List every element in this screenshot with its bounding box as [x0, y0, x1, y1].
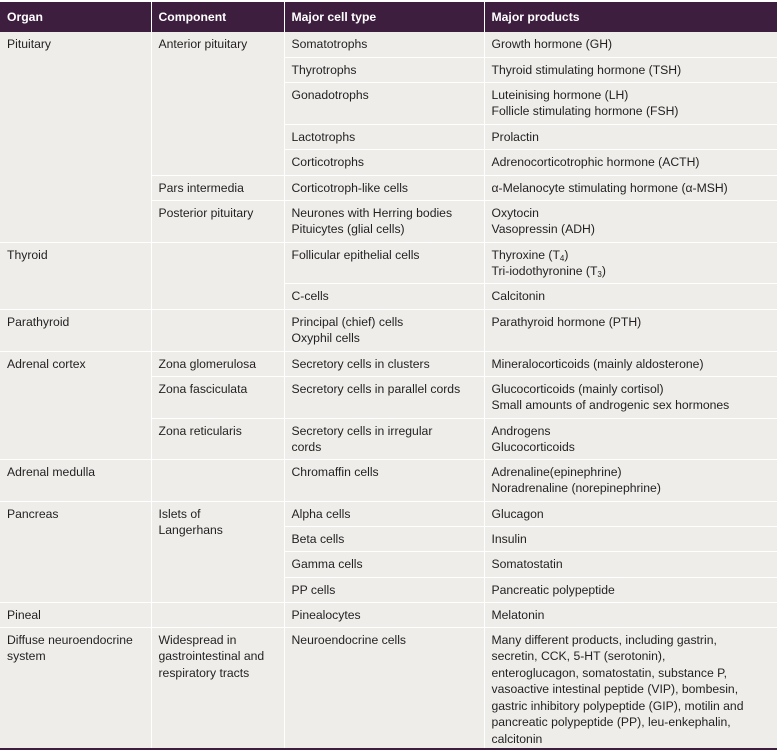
cell-type-cell: Gonadotrophs [284, 82, 484, 124]
cell-type-line: Oxyphil cells [291, 331, 360, 345]
organ-cell [0, 627, 151, 749]
cell-type-cell [284, 418, 484, 459]
table-row [0, 242, 777, 283]
products-cell [484, 200, 777, 242]
cell-type-cell: Chromaffin cells [284, 459, 484, 501]
products-cell: Prolactin [484, 124, 777, 149]
cell-type-cell: PP cells [284, 577, 484, 602]
cell-type-cell [284, 309, 484, 351]
table-row [0, 627, 777, 749]
cell-type-cell: Secretory cells in parallel cords [284, 376, 484, 418]
product-line: Glucocorticoids (mainly cortisol) [491, 381, 664, 396]
products-cell: Glucagon [484, 501, 777, 526]
products-cell [484, 242, 777, 283]
component-cell: Pars intermedia [151, 175, 284, 200]
product-line: Noradrenaline (norepinephrine) [491, 481, 661, 495]
products-cell [484, 376, 777, 418]
component-cell: Zona glomerulosa [151, 351, 284, 376]
product-line: Adrenaline(epinephrine) [491, 464, 622, 479]
organ-cell: Parathyroid [0, 309, 151, 351]
product-line: Androgens [491, 423, 551, 438]
products-cell: Pancreatic polypeptide [491, 582, 615, 597]
table-row [0, 351, 777, 376]
product-line: calcitonin [491, 731, 543, 746]
header-organ: Organ [0, 2, 151, 32]
organ-cell: Pancreas [0, 501, 151, 602]
products-cell: Somatostatin [484, 551, 777, 577]
product-line: Oxytocin [491, 205, 539, 220]
products-cell [484, 627, 777, 749]
product-line: Luteinising hormone (LH) [491, 87, 629, 102]
header-row [0, 2, 777, 32]
cell-type-cell: Corticotroph-like cells [284, 175, 484, 200]
products-cell: Mineralocorticoids (mainly aldosterone) [484, 351, 777, 376]
products-cell [484, 82, 777, 124]
cell-type-line: Secretory cells in irregular [291, 423, 433, 438]
component-cell: Zona reticularis [151, 418, 284, 459]
table-row [0, 309, 777, 351]
product-line: gastric inhibitory polypeptide (GIP), motilin and [491, 698, 744, 713]
product-line: Thyroxine $(T_4)$ [491, 247, 569, 263]
header-component: Component [151, 2, 284, 32]
products-cell: Parathyroid hormone (PTH) [484, 309, 777, 351]
component-line: respiratory tracts [158, 665, 250, 680]
product-line: vasoactive intestinal peptide (VIP), bombesin, [491, 682, 739, 696]
cell-type-line: cords [291, 440, 322, 454]
products-cell: α-Melanocyte stimulating hormone (α-MSH) [484, 175, 777, 200]
products-cell: Melatonin [484, 602, 777, 627]
organ-cell: Adrenal medulla [0, 459, 151, 501]
cell-type-cell: Alpha cells [284, 501, 484, 526]
organ-cell: Pituitary [0, 32, 151, 242]
component-cell: Zona fasciculata [151, 376, 284, 418]
product-line: pancreatic polypeptide (PP), leu-enkephalin, [491, 715, 731, 729]
component-line: Widespread in [158, 632, 237, 647]
product-line: Tri-iodothyronine $(T_3)$ [491, 264, 606, 279]
header-cell-type: Major cell type [284, 2, 484, 32]
component-line: Langerhans [158, 523, 223, 537]
component-cell [151, 501, 284, 602]
table-row [0, 459, 777, 501]
cell-type-cell: Secretory cells in clusters [284, 351, 484, 376]
cell-type-line: Pituicytes (glial cells) [291, 222, 405, 236]
cell-type-cell: Thyrotrophs [284, 57, 484, 82]
cell-type-cell: Gamma cells [284, 551, 484, 577]
component-cell [151, 309, 284, 351]
products-cell [484, 418, 777, 459]
cell-type-cell: Lactotrophs [284, 124, 484, 149]
cell-type-cell: Somatotrophs [284, 32, 484, 57]
component-cell [151, 627, 284, 749]
product-line: Glucocorticoids [491, 440, 575, 454]
products-cell [484, 459, 777, 501]
product-line: Vasopressin (ADH) [491, 222, 595, 236]
component-cell: Anterior pituitary [151, 32, 284, 175]
products-cell: Adrenocorticotrophic hormone (ACTH) [484, 149, 777, 175]
product-line: Many different products, including gastrin, [491, 632, 717, 647]
products-cell: Thyroid stimulating hormone (TSH) [484, 57, 777, 82]
products-cell: Insulin [484, 526, 777, 551]
organ-line: system [7, 649, 46, 663]
component-cell [151, 242, 284, 309]
table-row [0, 32, 777, 57]
component-cell [151, 459, 284, 501]
cell-type-line: Principal (chief) cells [291, 314, 404, 329]
organ-cell: Pineal [0, 602, 151, 627]
cell-type-cell: Beta cells [284, 526, 484, 551]
cell-type-cell: Neuroendocrine cells [284, 627, 484, 749]
product-line: secretin, CCK, 5-HT (serotonin), [491, 649, 666, 663]
product-line: enteroglucagon, somatostatin, substance P, [491, 665, 728, 680]
organ-cell: Thyroid [0, 242, 151, 309]
component-cell [151, 602, 284, 627]
component-cell: Posterior pituitary [151, 200, 284, 242]
cell-type-cell: C-cells [284, 283, 484, 309]
products-cell: Calcitonin [491, 288, 546, 303]
cell-type-cell: Follicular epithelial cells [284, 242, 484, 283]
cell-type-line: Neurones with Herring bodies [291, 205, 453, 220]
cell-type-cell: Pinealocytes [284, 602, 484, 627]
products-cell: Growth hormone (GH) [484, 32, 777, 57]
header-products: Major products [484, 2, 777, 32]
endocrine-table [0, 2, 777, 750]
organ-line: Diffuse neuroendocrine [7, 632, 133, 647]
organ-cell: Adrenal cortex [0, 351, 151, 459]
cell-type-cell: Corticotrophs [284, 149, 484, 175]
cell-type-cell [284, 200, 484, 242]
table-row [0, 602, 777, 627]
table-row [0, 501, 777, 526]
product-line: Small amounts of androgenic sex hormones [491, 398, 730, 412]
component-line: Islets of [158, 506, 201, 521]
product-line: Follicle stimulating hormone (FSH) [491, 104, 679, 118]
component-line: gastrointestinal and [158, 649, 265, 663]
